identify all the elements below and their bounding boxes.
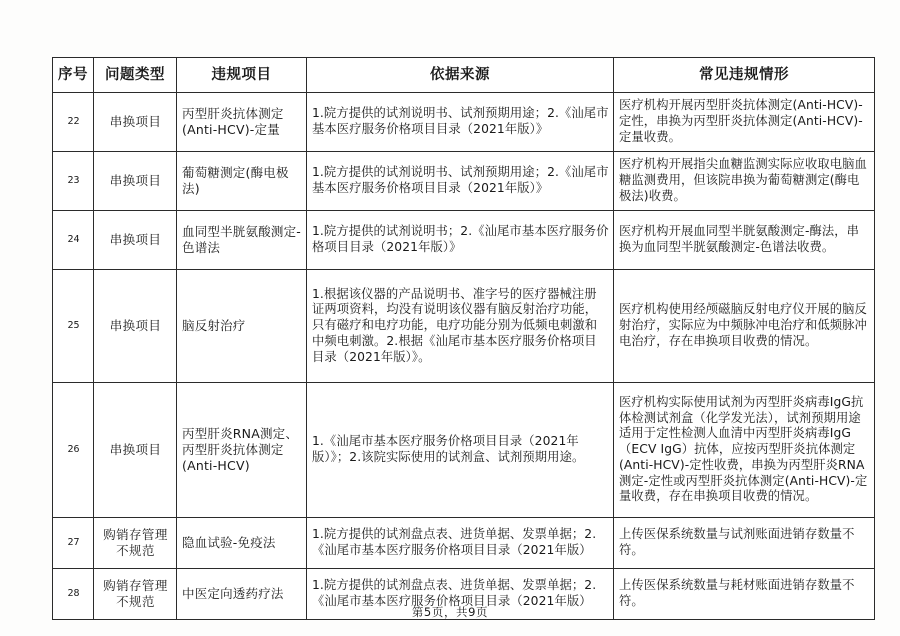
cell-type: 串换项目	[94, 383, 177, 518]
cell-case: 医疗机构开展丙型肝炎抗体测定(Anti-HCV)-定性，串换为丙型肝炎抗体测定(Anti-HCV)-定量收费。	[614, 93, 875, 152]
cell-type: 购销存管理不规范	[94, 518, 177, 569]
cell-type: 串换项目	[94, 270, 177, 383]
column-header-item: 违规项目	[177, 58, 307, 93]
table-header	[53, 58, 875, 93]
column-header-index: 序号	[53, 58, 94, 93]
cell-type: 串换项目	[94, 211, 177, 270]
table-row	[53, 93, 875, 152]
table-row	[53, 518, 875, 569]
cell-item: 葡萄糖测定(酶电极法)	[177, 152, 307, 211]
cell-index: 22	[53, 93, 94, 152]
cell-index: 24	[53, 211, 94, 270]
cell-case: 医疗机构使用经颅磁脑反射电疗仪开展的脑反射治疗，实际应为中频脉冲电治疗和低频脉冲电治疗，存在串换项目收费的情况。	[614, 270, 875, 383]
cell-case: 医疗机构实际使用试剂为丙型肝炎病毒IgG抗体检测试剂盒（化学发光法），试剂预期用途适用于定性检测人血清中丙型肝炎病毒IgG（ECV IgG）抗体，应按丙型肝炎抗体测定(Anti-HCV)-定性收费，串换为丙型肝炎RNA测定-定性或丙型肝炎抗体测定(Anti-HCV)-定量收费，存在串换项目收费的情况。	[614, 383, 875, 518]
cell-index: 23	[53, 152, 94, 211]
column-header-case: 常见违规情形	[614, 58, 875, 93]
cell-case: 医疗机构开展指尖血糖监测实际应收取电脑血糖监测费用，但该院串换为葡萄糖测定(酶电极法)收费。	[614, 152, 875, 211]
cell-source: 1.根据该仪器的产品说明书、准字号的医疗器械注册证两项资料，均没有说明该仪器有脑反射治疗功能，只有磁疗和电疗功能，电疗功能分别为低频电刺激和中频电刺激。2.根据《汕尾市基本医疗服务价格项目目录（2021年版）》。	[307, 270, 614, 383]
table-body	[53, 93, 875, 620]
cell-source: 1.院方提供的试剂说明书；2.《汕尾市基本医疗服务价格项目目录（2021年版）》	[307, 211, 614, 270]
cell-type: 串换项目	[94, 152, 177, 211]
cell-source: 1.院方提供的试剂盘点表、进货单据、发票单据；2.《汕尾市基本医疗服务价格项目目录（2021年版）	[307, 569, 614, 620]
cell-case: 上传医保系统数量与试剂账面进销存数量不符。	[614, 518, 875, 569]
table-row	[53, 211, 875, 270]
cell-index: 26	[53, 383, 94, 518]
column-header-source: 依据来源	[307, 58, 614, 93]
cell-item: 隐血试验-免疫法	[177, 518, 307, 569]
violation-table-container	[52, 57, 874, 620]
cell-source: 1.《汕尾市基本医疗服务价格项目目录（2021年版）》；2.该院实际使用的试剂盒、试剂预期用途。	[307, 383, 614, 518]
cell-type: 串换项目	[94, 93, 177, 152]
cell-case: 上传医保系统数量与耗材账面进销存数量不符。	[614, 569, 875, 620]
violation-table	[52, 57, 875, 620]
cell-source: 1.院方提供的试剂说明书、试剂预期用途；2.《汕尾市基本医疗服务价格项目目录（2021年版）》	[307, 93, 614, 152]
column-header-type: 问题类型	[94, 58, 177, 93]
cell-index: 25	[53, 270, 94, 383]
cell-item: 丙型肝炎RNA测定、丙型肝炎抗体测定(Anti-HCV)	[177, 383, 307, 518]
cell-case: 医疗机构开展血同型半胱氨酸测定-酶法，串换为血同型半胱氨酸测定-色谱法收费。	[614, 211, 875, 270]
cell-item: 血同型半胱氨酸测定-色谱法	[177, 211, 307, 270]
page-footer: 第5页，共9页	[411, 605, 489, 619]
cell-type: 购销存管理不规范	[94, 569, 177, 620]
table-row	[53, 383, 875, 518]
cell-source: 1.院方提供的试剂盘点表、进货单据、发票单据；2.《汕尾市基本医疗服务价格项目目录（2021年版）	[307, 518, 614, 569]
cell-source: 1.院方提供的试剂说明书、试剂预期用途；2.《汕尾市基本医疗服务价格项目目录（2021年版）》	[307, 152, 614, 211]
cell-item: 中医定向透药疗法	[177, 569, 307, 620]
table-header-row	[53, 58, 875, 93]
cell-index: 28	[53, 569, 94, 620]
table-row	[53, 270, 875, 383]
cell-index: 27	[53, 518, 94, 569]
cell-item: 脑反射治疗	[177, 270, 307, 383]
cell-item: 丙型肝炎抗体测定(Anti-HCV)-定量	[177, 93, 307, 152]
table-row	[53, 152, 875, 211]
